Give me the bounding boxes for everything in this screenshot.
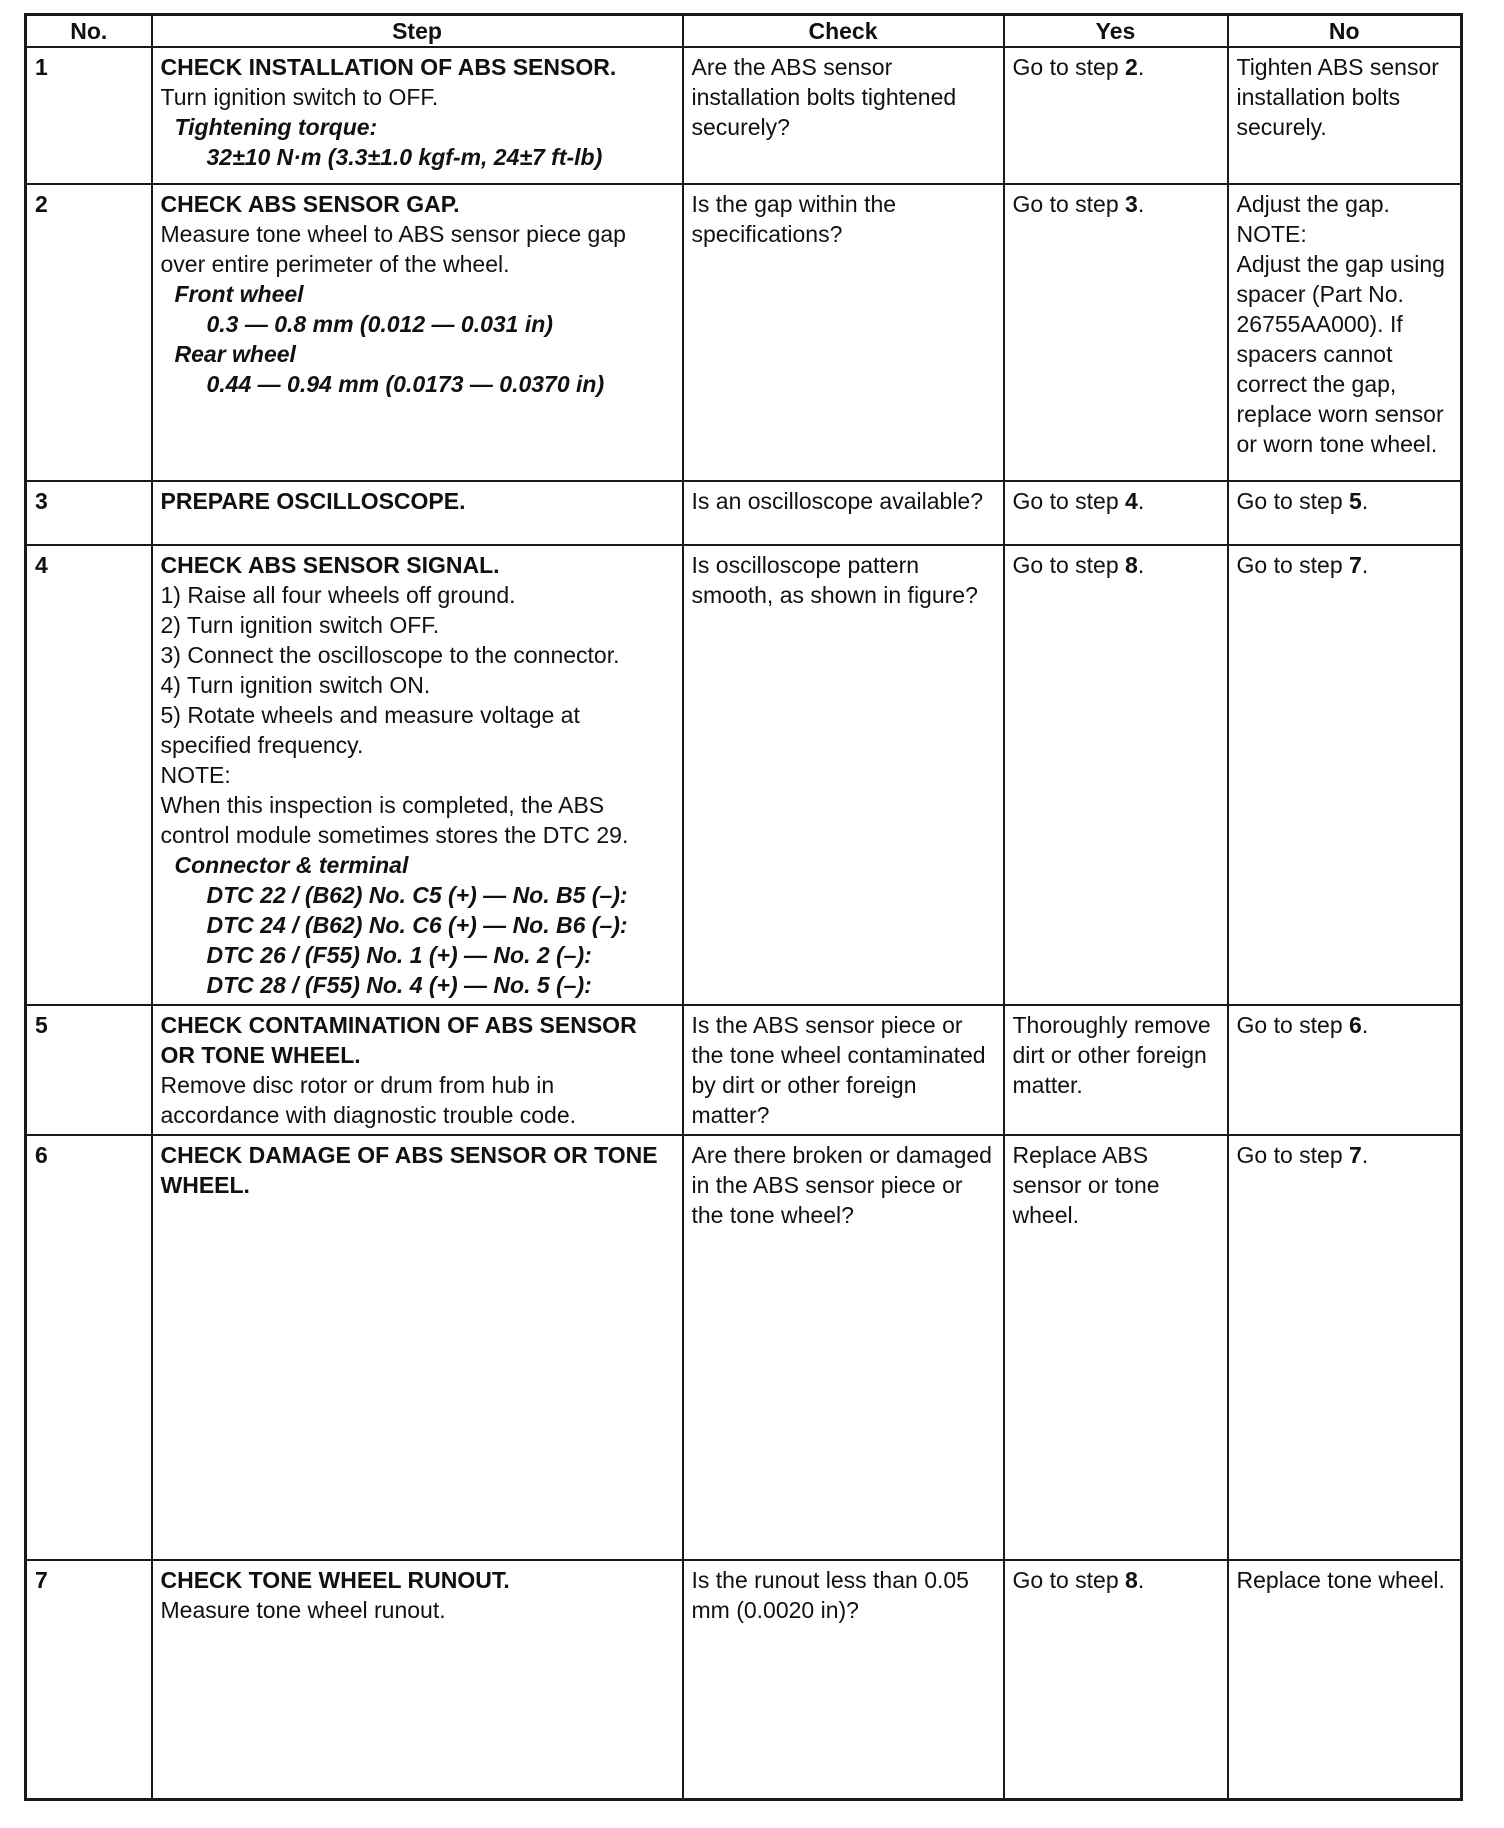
no-action-line: NOTE: [1236,221,1307,247]
header-row [26,15,1462,48]
yes-prefix: Go to step [1012,1567,1126,1593]
spec-value-front: 0.3 — 0.8 mm (0.012 — 0.031 in) [206,311,553,337]
no-action-line: Adjust the gap using spacer (Part No. 26755AA000). If spacers cannot correct the gap, replace worn sensor or worn tone wheel. [1236,251,1445,457]
step-instruction: 1) Raise all four wheels off ground. [160,582,516,608]
step-instruction: 3) Connect the oscilloscope to the connector. [160,642,620,668]
step-cell [152,481,683,545]
check-cell: Is oscilloscope pattern smooth, as shown in figure? [683,545,1004,1005]
yes-step-number: 3 [1125,191,1138,217]
step-note-label: NOTE: [160,762,231,788]
step-instruction: Measure tone wheel runout. [160,1597,446,1623]
no-prefix: Go to step [1236,1142,1350,1168]
step-note-text: When this inspection is completed, the ABS control module sometimes stores the DTC 29. [160,792,629,848]
yes-prefix: Go to step [1012,191,1126,217]
no-prefix: Go to step [1236,488,1350,514]
yes-cell: Go to step 8. [1004,545,1228,1005]
no-cell: Go to step 6. [1228,1005,1462,1135]
spec-value: DTC 28 / (F55) No. 4 (+) — No. 5 (–): [206,972,592,998]
no-prefix: Go to step [1236,552,1350,578]
no-prefix: Go to step [1236,1012,1350,1038]
no-cell: Replace tone wheel. [1228,1560,1462,1800]
yes-step-number: 8 [1125,552,1138,578]
yes-prefix: Go to step [1012,54,1126,80]
col-header-check: Check [683,15,1004,48]
yes-step-number: 4 [1125,488,1138,514]
table-row [26,47,1462,184]
spec-value: DTC 22 / (B62) No. C5 (+) — No. B5 (–): [206,882,628,908]
col-header-no-action: No [1228,15,1462,48]
spec-label: Connector & terminal [174,852,409,878]
step-title: CHECK INSTALLATION OF ABS SENSOR. [160,54,617,80]
step-instruction: Turn ignition switch to OFF. [160,84,439,110]
check-cell: Are the ABS sensor installation bolts tightened securely? [683,47,1004,184]
yes-prefix: Go to step [1012,488,1126,514]
spec-label-front: Front wheel [174,281,304,307]
step-instruction: Measure tone wheel to ABS sensor piece gap over entire perimeter of the wheel. [160,221,626,277]
yes-prefix: Go to step [1012,552,1126,578]
step-cell [152,47,683,184]
no-action-line: Adjust the gap. [1236,191,1390,217]
spec-value: DTC 26 / (F55) No. 1 (+) — No. 2 (–): [206,942,592,968]
step-number: 3 [26,481,152,545]
no-step-number: 6 [1349,1012,1362,1038]
yes-cell: Go to step 2. [1004,47,1228,184]
step-number: 5 [26,1005,152,1135]
no-step-number: 7 [1349,552,1362,578]
step-cell [152,184,683,481]
spec-value: 32±10 N·m (3.3±1.0 kgf-m, 24±7 ft-lb) [206,144,603,170]
check-cell: Is the ABS sensor piece or the tone wheel contaminated by dirt or other foreign matter? [683,1005,1004,1135]
step-title: CHECK ABS SENSOR GAP. [160,191,460,217]
table-row [26,1135,1462,1560]
yes-cell: Go to step 8. [1004,1560,1228,1800]
col-header-step: Step [152,15,683,48]
no-step-number: 5 [1349,488,1362,514]
yes-cell: Go to step 3. [1004,184,1228,481]
diagnosis-table [24,13,1463,1801]
no-step-number: 7 [1349,1142,1362,1168]
spec-label-rear: Rear wheel [174,341,296,367]
step-number: 1 [26,47,152,184]
step-instruction: 5) Rotate wheels and measure voltage at specified frequency. [160,702,580,758]
step-number: 4 [26,545,152,1005]
no-cell [1228,184,1462,481]
step-cell [152,1560,683,1800]
step-instruction: 4) Turn ignition switch ON. [160,672,431,698]
step-title: CHECK TONE WHEEL RUNOUT. [160,1567,510,1593]
yes-step-number: 2 [1125,54,1138,80]
check-cell: Is the gap within the specifications? [683,184,1004,481]
step-cell [152,545,683,1005]
col-header-no: No. [26,15,152,48]
spec-value: DTC 24 / (B62) No. C6 (+) — No. B6 (–): [206,912,628,938]
yes-cell: Go to step 4. [1004,481,1228,545]
step-number: 7 [26,1560,152,1800]
col-header-yes: Yes [1004,15,1228,48]
spec-value-rear: 0.44 — 0.94 mm (0.0173 — 0.0370 in) [206,371,605,397]
step-title: PREPARE OSCILLOSCOPE. [160,488,466,514]
step-instruction: 2) Turn ignition switch OFF. [160,612,440,638]
table-row [26,1005,1462,1135]
yes-step-number: 8 [1125,1567,1138,1593]
no-cell: Go to step 7. [1228,545,1462,1005]
step-cell [152,1135,683,1560]
table-row [26,545,1462,1005]
step-title: CHECK ABS SENSOR SIGNAL. [160,552,500,578]
spec-label: Tightening torque: [174,114,378,140]
table-row [26,1560,1462,1800]
check-cell: Are there broken or damaged in the ABS sensor piece or the tone wheel? [683,1135,1004,1560]
no-cell: Tighten ABS sensor installation bolts securely. [1228,47,1462,184]
step-title: CHECK CONTAMINATION OF ABS SENSOR OR TONE WHEEL. [160,1012,637,1068]
step-number: 2 [26,184,152,481]
no-cell: Go to step 7. [1228,1135,1462,1560]
yes-cell: Thoroughly remove dirt or other foreign matter. [1004,1005,1228,1135]
table-row [26,184,1462,481]
table-row [26,481,1462,545]
step-instruction: Remove disc rotor or drum from hub in accordance with diagnostic trouble code. [160,1072,577,1128]
check-cell: Is the runout less than 0.05 mm (0.0020 in)? [683,1560,1004,1800]
step-title: CHECK DAMAGE OF ABS SENSOR OR TONE WHEEL. [160,1142,658,1198]
check-cell: Is an oscilloscope available? [683,481,1004,545]
yes-cell: Replace ABS sensor or tone wheel. [1004,1135,1228,1560]
step-cell [152,1005,683,1135]
step-number: 6 [26,1135,152,1560]
no-cell: Go to step 5. [1228,481,1462,545]
